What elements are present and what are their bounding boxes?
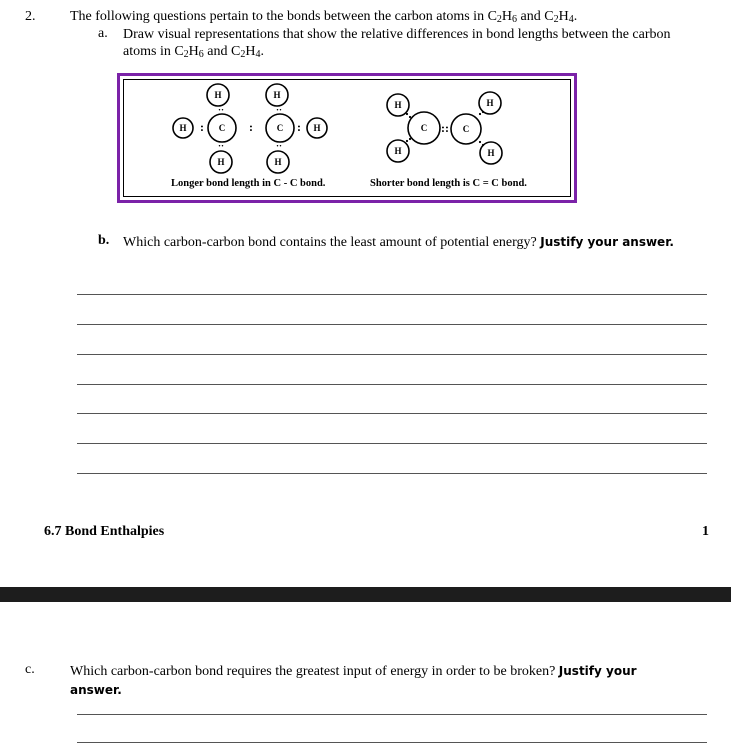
page-divider xyxy=(0,587,731,602)
ethane-pair-c-c: : xyxy=(249,120,253,134)
ethene-pair-top-left-dot1 xyxy=(406,113,408,115)
ethene-h-top-left-label: H xyxy=(394,100,402,110)
ethene-h-bottom-right-label: H xyxy=(487,148,495,158)
ethene-pair-bottom-right-dot1 xyxy=(479,141,481,143)
ethene-pair-bottom-left-dot1 xyxy=(406,140,408,142)
ethene-c-left-label: C xyxy=(420,123,428,133)
question-number: 2. xyxy=(25,9,36,24)
part-b-label: b. xyxy=(98,233,110,248)
ethane-h-top-left-label: H xyxy=(214,90,222,100)
answer-line[interactable] xyxy=(77,354,707,355)
answer-line[interactable] xyxy=(77,473,707,474)
ethane-h-top-right-label: H xyxy=(273,90,281,100)
part-c-text: Which carbon-carbon bond requires the greatest input of energy in order to be broken? Justify your answer. xyxy=(70,664,637,697)
answer-line[interactable] xyxy=(77,443,707,444)
ethane-h-left-label: H xyxy=(179,123,187,133)
part-c-label: c. xyxy=(25,662,35,677)
ethene-pair-top-left-dot2 xyxy=(409,116,411,118)
ethene-pair-c-c: :: xyxy=(441,121,449,135)
page-number: 1 xyxy=(702,524,709,539)
answer-line[interactable] xyxy=(77,384,707,385)
part-a-label: a. xyxy=(98,26,108,41)
part-c-emphasis: Justify your answer. xyxy=(70,664,637,697)
ethene-pair-top-right-dot1 xyxy=(479,113,481,115)
ethene-h-top-right-label: H xyxy=(486,98,494,108)
ethane-pair-h-c-left: : xyxy=(200,120,204,134)
answer-line[interactable] xyxy=(77,742,707,743)
ethane-pair-top-left: ·· xyxy=(217,105,225,115)
ethene-c-right-label: C xyxy=(462,124,470,134)
part-b-text: Which carbon-carbon bond contains the least amount of potential energy? Justify your answer. xyxy=(123,235,674,250)
ethane-c-left-label: C xyxy=(218,123,226,133)
ethane-h-bottom-left-label: H xyxy=(217,157,225,167)
answer-line[interactable] xyxy=(77,324,707,325)
part-a-text: Draw visual representations that show the relative differences in bond lengths between the carbon atoms in $C_2H_6$ and $C_2H_4$. xyxy=(123,27,671,60)
ethane-c-right-label: C xyxy=(276,123,284,133)
section-title: 6.7 Bond Enthalpies xyxy=(44,524,165,539)
lewis-diagram xyxy=(123,79,571,197)
ethane-pair-top-right: ·· xyxy=(275,105,283,115)
answer-line[interactable] xyxy=(77,413,707,414)
ethane-pair-c-h-right: : xyxy=(297,120,301,134)
ethane-h-bottom-right-label: H xyxy=(274,157,282,167)
ethane-pair-bottom-right: ·· xyxy=(275,141,283,151)
ethane-pair-bottom-left: ·· xyxy=(217,141,225,151)
ethene-pair-bottom-right-dot2 xyxy=(482,144,484,146)
ethene-caption: Shorter bond length is C = C bond. xyxy=(370,178,527,189)
ethene-h-bottom-left-label: H xyxy=(394,146,402,156)
answer-line[interactable] xyxy=(77,714,707,715)
part-b-emphasis: Justify your answer. xyxy=(540,235,674,249)
answer-line[interactable] xyxy=(77,294,707,295)
ethane-caption: Longer bond length in C - C bond. xyxy=(171,178,326,189)
ethene-pair-bottom-left-dot2 xyxy=(409,138,411,140)
ethene-pair-top-right-dot2 xyxy=(482,111,484,113)
ethane-h-right-label: H xyxy=(313,123,321,133)
lewis-diagram-frame xyxy=(117,73,577,203)
question-stem: The following questions pertain to the bonds between the carbon atoms in $C_2H_6$ and $C_2H_4$. xyxy=(70,9,578,25)
